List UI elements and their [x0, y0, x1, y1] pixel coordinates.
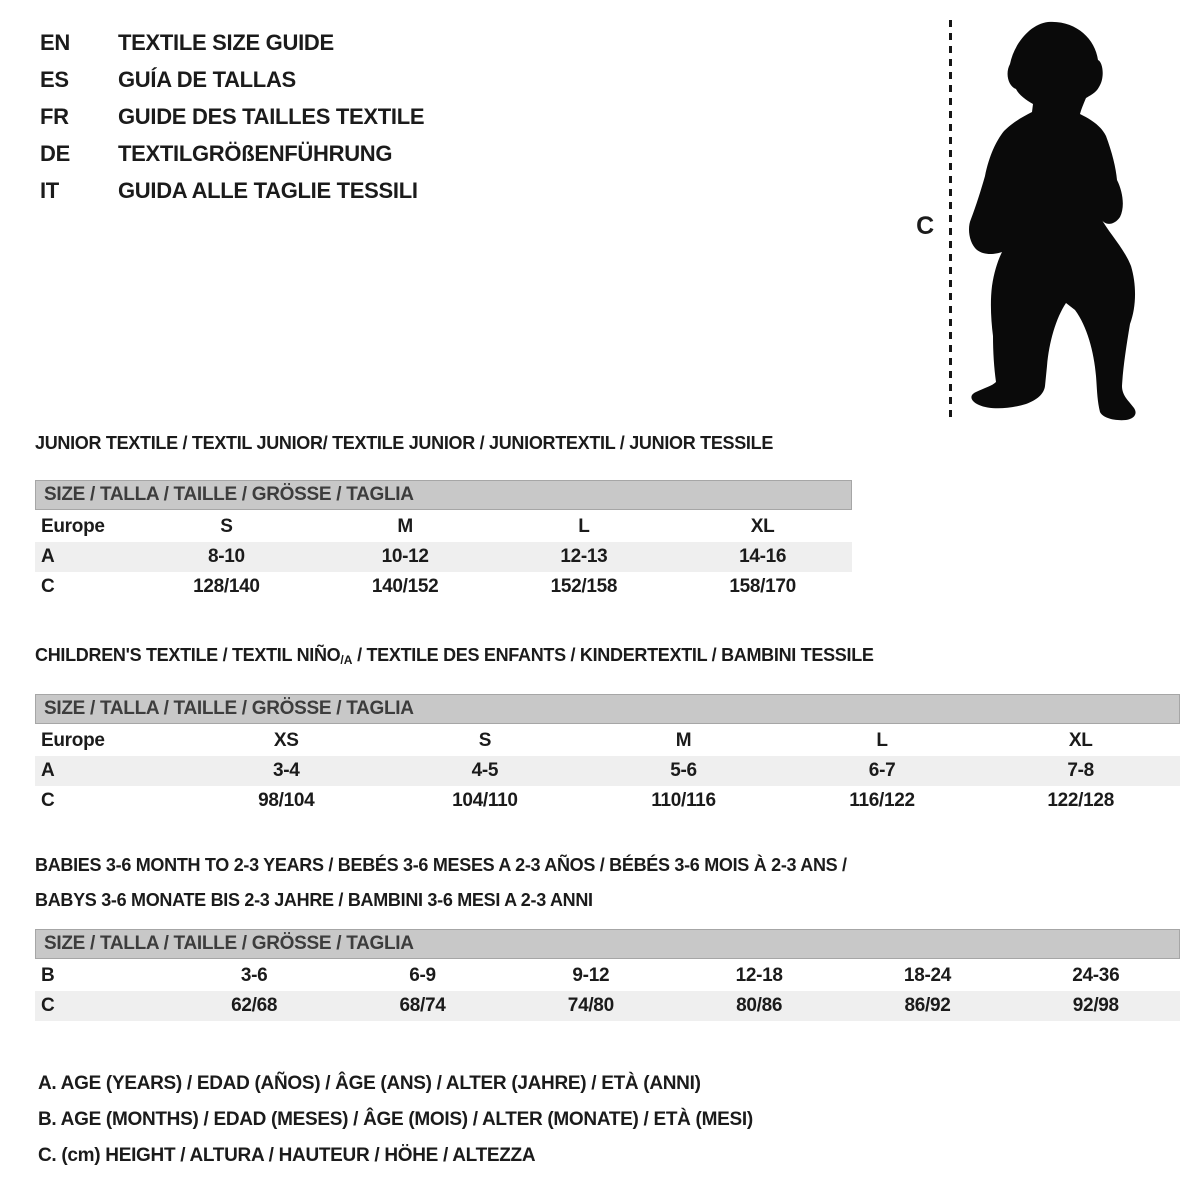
table-cell: 116/122 [849, 790, 915, 811]
row-label: C [41, 995, 55, 1016]
table-cell: 152/158 [550, 576, 618, 597]
table-cell: 3-6 [240, 965, 268, 986]
section-title-subscript: /A [340, 653, 353, 667]
table-cell: 110/116 [651, 790, 716, 811]
table-cell: 8-10 [207, 546, 245, 567]
section-title [35, 644, 1180, 668]
height-measure-line [949, 20, 952, 420]
table-cell: 122/128 [1047, 790, 1114, 811]
table-row [35, 961, 1180, 991]
language-title: GUIDE DES TAILLES TEXTILE [118, 104, 425, 129]
table-cell: S [478, 730, 492, 751]
language-title: TEXTILGRÖßENFÜHRUNG [118, 141, 393, 166]
row-label: C [41, 790, 55, 811]
table-cell: 74/80 [567, 995, 614, 1016]
table-row [35, 572, 852, 602]
table-cell: 14-16 [739, 546, 787, 567]
section-title-text: BABIES 3-6 MONTH TO 2-3 YEARS / BEBÉS 3-6 MESES A 2-3 AÑOS / BÉBÉS 3-6 MOIS À 2-3 ANS / [35, 855, 847, 875]
language-code: IT [40, 178, 59, 203]
size-table [35, 726, 1180, 816]
size-table [35, 512, 852, 602]
section-title-line [35, 883, 1180, 918]
row-label: C [41, 576, 55, 597]
table-cell: L [578, 516, 590, 537]
table-cell: 9-12 [572, 965, 610, 986]
language-code: DE [40, 141, 70, 166]
language-title: TEXTILE SIZE GUIDE [118, 30, 334, 55]
table-row [35, 542, 852, 572]
section-title-text: CHILDREN'S TEXTILE / TEXTIL NIÑO [35, 645, 341, 665]
table-cell: 62/68 [231, 995, 278, 1016]
section-title-text: / TEXTILE DES ENFANTS / KINDERTEXTIL / BAMBINI TESSILE [352, 645, 874, 665]
table-cell: 12-13 [560, 546, 608, 567]
row-label: Europe [41, 730, 105, 751]
row-label: A [41, 546, 55, 567]
table-cell: 24-36 [1072, 965, 1120, 986]
section-children [35, 644, 1180, 816]
table-cell: 86/92 [904, 995, 951, 1016]
row-label: Europe [41, 516, 105, 537]
table-cell: 6-7 [868, 760, 896, 781]
language-row [40, 135, 424, 172]
language-list [40, 24, 424, 209]
table-cell: S [220, 516, 233, 537]
table-cell: 6-9 [409, 965, 436, 986]
row-label: A [41, 760, 55, 781]
table-cell: XS [273, 730, 299, 751]
language-title: GUÍA DE TALLAS [118, 67, 296, 92]
language-code: FR [40, 104, 69, 129]
language-row [40, 172, 424, 209]
table-row [35, 512, 852, 542]
table-row [35, 991, 1180, 1021]
section-title-line [35, 848, 1180, 883]
section-junior [35, 432, 852, 602]
table-row [35, 726, 1180, 756]
section-title [35, 432, 852, 454]
table-cell: 158/170 [729, 576, 796, 597]
section-title-line [35, 432, 852, 454]
table-cell: 128/140 [193, 576, 260, 597]
height-measure-label: C [916, 212, 934, 240]
language-row [40, 61, 424, 98]
table-cell: XL [750, 516, 775, 537]
table-cell: 3-4 [273, 760, 300, 781]
table-row [35, 756, 1180, 786]
table-cell: 140/152 [371, 576, 439, 597]
language-title: GUIDA ALLE TAGLIE TESSILI [118, 178, 418, 203]
baby-silhouette-icon [960, 15, 1145, 425]
language-row [40, 24, 424, 61]
table-cell: 92/98 [1072, 995, 1119, 1016]
size-header-bar: SIZE / TALLA / TAILLE / GRÖSSE / TAGLIA [35, 480, 852, 510]
section-title-text: BABYS 3-6 MONATE BIS 2-3 JAHRE / BAMBINI 3-6 MESI A 2-3 ANNI [35, 890, 593, 910]
section-title-text: JUNIOR TEXTILE / TEXTIL JUNIOR/ TEXTILE JUNIOR / JUNIORTEXTIL / JUNIOR TESSILE [35, 433, 774, 453]
table-cell: 5-6 [670, 760, 697, 781]
size-table [35, 961, 1180, 1021]
legend-line: A. AGE (YEARS) / EDAD (AÑOS) / ÂGE (ANS) / ALTER (JAHRE) / ETÀ (ANNI) [38, 1073, 701, 1094]
table-row [35, 786, 1180, 816]
table-cell: 80/86 [736, 995, 783, 1016]
table-cell: 104/110 [452, 790, 518, 811]
table-cell: M [397, 516, 413, 537]
row-label: B [41, 965, 55, 986]
legend-line: B. AGE (MONTHS) / EDAD (MESES) / ÂGE (MOIS) / ALTER (MONATE) / ETÀ (MESI) [38, 1109, 753, 1130]
legend-line: C. (cm) HEIGHT / ALTURA / HAUTEUR / HÖHE / ALTEZZA [38, 1145, 536, 1166]
table-cell: 98/104 [258, 790, 315, 811]
table-cell: 7-8 [1067, 760, 1094, 781]
section-title-line [35, 644, 1180, 668]
table-cell: L [876, 730, 888, 751]
table-cell: 10-12 [381, 546, 429, 567]
table-cell: 68/74 [399, 995, 446, 1016]
section-title [35, 848, 1180, 918]
table-cell: 12-18 [735, 965, 783, 986]
table-cell: 4-5 [471, 760, 499, 781]
size-header-bar: SIZE / TALLA / TAILLE / GRÖSSE / TAGLIA [35, 929, 1180, 959]
language-code: ES [40, 67, 69, 92]
language-code: EN [40, 30, 70, 55]
section-babies [35, 848, 1180, 1021]
measurement-legend [38, 1066, 753, 1174]
language-row [40, 98, 424, 135]
table-cell: XL [1068, 730, 1093, 751]
size-header-bar: SIZE / TALLA / TAILLE / GRÖSSE / TAGLIA [35, 694, 1180, 724]
table-cell: 18-24 [903, 965, 952, 986]
table-cell: M [675, 730, 692, 751]
